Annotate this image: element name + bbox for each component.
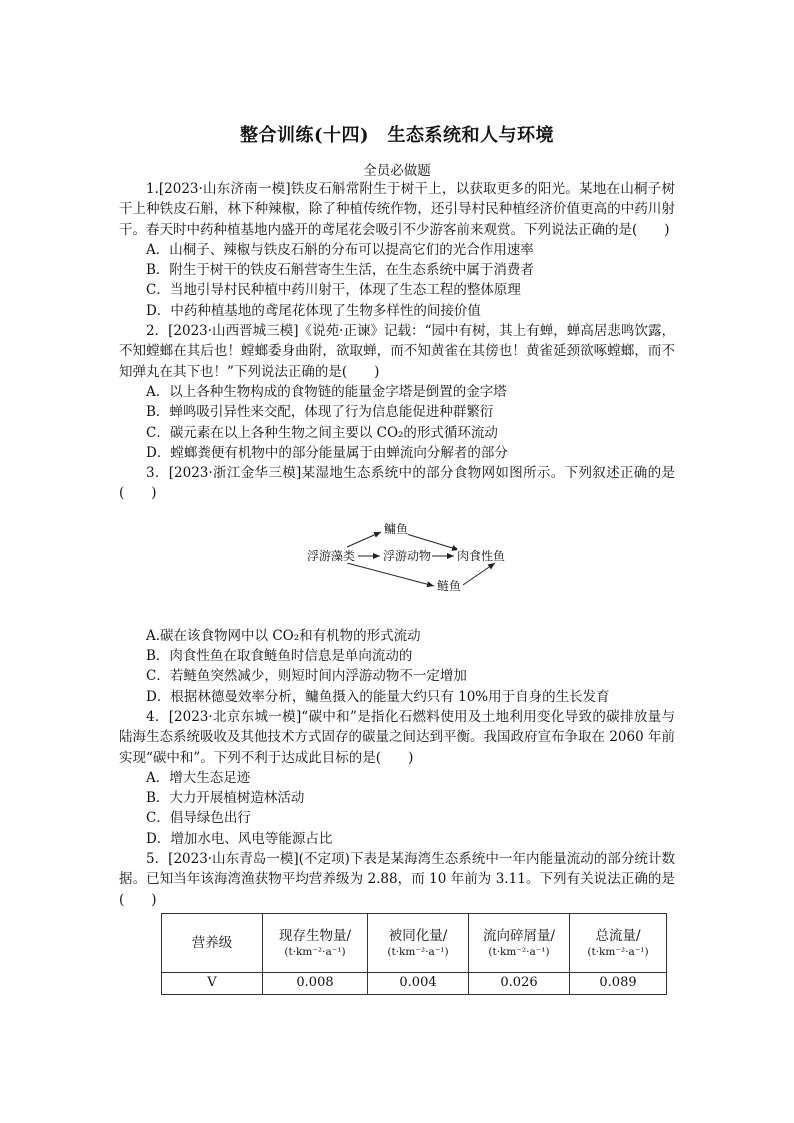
question-2-stem: 2．[2023·山西晋城三模]《说苑·正谏》记载：“园中有树，其上有蝉，蝉高居悲鸣饮露，不知螳螂在其后也！螳螂委身曲附，欲取蝉，而不知黄雀在其傍也！黄雀延颈欲啄螳螂，而不知弹丸在其下也！”下列说法正确的是( ): [119, 323, 675, 380]
table-header-cell: [368, 913, 469, 972]
question-3-option-d: D．根据林德曼效率分析，鳙鱼摄入的能量大约只有 10%用于自身的生长发育: [146, 688, 610, 705]
question-3-option-a: A.碳在该食物网中以 CO₂和有机物的形式流动: [146, 627, 421, 644]
header-unit: (t·km⁻²·a⁻¹): [587, 945, 649, 958]
node-silver-carp: 鲢鱼: [437, 578, 462, 593]
question-1-option-d: D．中药种植基地的鸢尾花体现了生物多样性的间接价值: [146, 302, 481, 319]
table-cell: 0.008: [263, 972, 368, 994]
food-web-diagram: [119, 518, 675, 618]
question-3-option-c: C．若鲢鱼突然减少，则短时间内浮游动物不一定增加: [146, 668, 467, 685]
header-label: 被同化量/: [388, 927, 448, 944]
arrow-algae-to-silver: [347, 563, 434, 586]
table-header-cell: [162, 913, 263, 972]
question-4-stem: 4．[2023·北京东城一模]“碳中和”是指化石燃料使用及土地利用变化导致的碳排放量与陆海生态系统吸收及其他技术方式固存的碳量之间达到平衡。我国政府宣布争取在 2060 年前实现“碳中和”。下列不利于达成此目标的是( ): [119, 708, 675, 766]
node-plankton-algae: 浮游藻类: [307, 548, 356, 563]
table-header-cell: [263, 913, 368, 972]
question-5-stem: 5．[2023·山东青岛一模](不定项)下表是某海湾生态系统中一年内能量流动的部分统计数据。已知当年该海湾渔获物平均营养级为 2.88，而 10 年前为 3.11。下列有关说法正确的是( ): [119, 851, 675, 908]
question-list: [119, 179, 675, 995]
arrow-algae-to-bighead: [347, 532, 381, 547]
question-2-option-d: D．螳螂粪便有机物中的部分能量属于由蝉流向分解者的部分: [146, 444, 508, 461]
header-label: 营养级: [191, 934, 233, 951]
table-row: [162, 972, 667, 994]
node-carnivorous-fish: 肉食性鱼: [457, 548, 506, 563]
node-zooplankton: 浮游动物: [383, 548, 432, 563]
question-2-option-a: A．以上各种生物构成的食物链的能量金字塔是倒置的金字塔: [146, 383, 507, 400]
energy-flow-table: [161, 913, 667, 995]
table-header-cell: [570, 913, 667, 972]
header-label: 流向碎屑量/: [482, 927, 556, 944]
header-unit: (t·km⁻²·a⁻¹): [488, 945, 550, 958]
table-cell: 0.004: [368, 972, 469, 994]
header-unit: (t·km⁻²·a⁻¹): [387, 945, 449, 958]
question-4-option-b: B．大力开展植树造林活动: [146, 790, 305, 807]
question-3-option-b: B．肉食性鱼在取食鲢鱼时信息是单向流动的: [146, 648, 413, 665]
question-1-option-a: A．山桐子、辣椒与铁皮石斛的分布可以提高它们的光合作用速率: [146, 241, 534, 258]
question-1-option-b: B．附生于树干的铁皮石斛营寄生生活，在生态系统中属于消费者: [146, 262, 534, 279]
header-label: 总流量/: [595, 927, 641, 944]
page-title: 整合训练(十四) 生态系统和人与环境: [239, 125, 555, 146]
table-header-cell: [469, 913, 570, 972]
table-cell: 0.026: [469, 972, 570, 994]
arrow-silver-to-carnivore: [463, 563, 495, 585]
header-unit: (t·km⁻²·a⁻¹): [284, 945, 346, 958]
question-4-option-a: A．增大生态足迹: [146, 769, 251, 786]
question-1-stem: 1.[2023·山东济南一模]铁皮石斛常附生于树干上，以获取更多的阳光。某地在山桐子树干上种铁皮石斛，林下种辣椒，除了种植传统作物，还引导村民种植经济价值更高的中药川射干。春天时中药种植基地内盛开的鸢尾花会吸引不少游客前来观赏。下列说法正确的是( ): [119, 181, 675, 238]
question-1-option-c: C．当地引导村民种植中药川射干，体现了生态工程的整体原理: [146, 282, 521, 299]
table-cell: 0.089: [570, 972, 667, 994]
question-3-stem: 3．[2023·浙江金华三模]某湿地生态系统中的部分食物网如图所示。下列叙述正确的是( ): [119, 465, 675, 502]
table-header-row: [162, 913, 667, 972]
node-bighead-carp: 鳙鱼: [384, 521, 409, 536]
question-2-option-c: C．碳元素在以上各种生物之间主要以 CO₂的形式循环流动: [146, 424, 498, 441]
section-subtitle: 全员必做题: [363, 163, 431, 179]
table-cell: V: [162, 972, 263, 994]
arrow-bighead-to-carnivore: [400, 532, 459, 550]
question-2-option-b: B．蝉鸣吸引异性来交配，体现了行为信息能促进种群繁衍: [146, 404, 494, 421]
question-4-option-c: C．倡导绿色出行: [146, 810, 251, 827]
question-4-option-d: D．增加水电、风电等能源占比: [146, 830, 333, 847]
header-label: 现存生物量/: [278, 927, 352, 944]
